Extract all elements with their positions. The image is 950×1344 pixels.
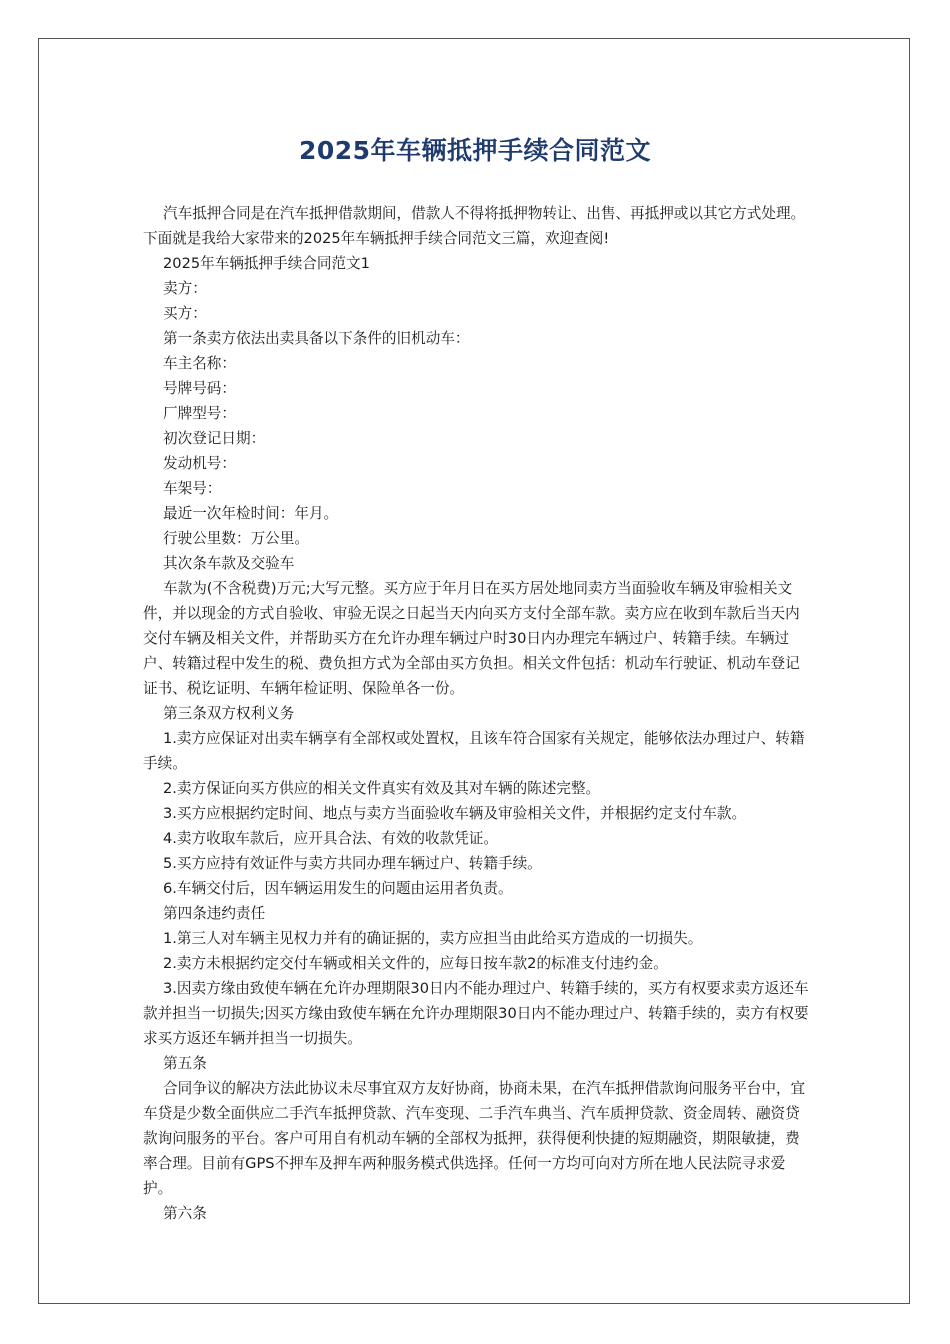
article-3-item: 6.车辆交付后，因车辆运用发生的问题由运用者负责。 [163,880,513,897]
article-6-heading: 第六条 [163,1205,207,1222]
article-3-item: 4.卖方收取车款后，应开具合法、有效的收款凭证。 [163,830,498,847]
article-2-body: 车款为(不含税费)万元;大写元整。买方应于年月日在买方居处地同卖方当面验收车辆及审验相关文件，并以现金的方式自验收、审验无误之日起当天内向买方支付全部车款。卖方应在收到车款后当天内交付车辆及相关文件，并帮助买方在允许办理车辆过户时30日内办理完车辆过户、转籍手续。车辆过户、转籍过程中发生的税、费负担方式为全部由买方负担。相关文件包括：机动车行驶证、机动车登记证书、税讫证明、车辆年检证明、保险单各一份。 [143,580,800,697]
article-4-item: 1.第三人对车辆主见权力并有的确证据的，卖方应担当由此给买方造成的一切损失。 [163,930,703,947]
document-body [143,201,809,1226]
intro-paragraph: 汽车抵押合同是在汽车抵押借款期间，借款人不得将抵押物转让、出售、再抵押或以其它方式处理。下面就是我给大家带来的2025年车辆抵押手续合同范文三篇，欢迎查阅! [143,205,806,247]
article-2-heading: 其次条车款及交验车 [163,555,295,572]
article-5-heading: 第五条 [163,1055,207,1072]
article-3-item: 3.买方应根据约定时间、地点与卖方当面验收车辆及审验相关文件，并根据约定支付车款。 [163,805,747,822]
article-3-item: 1.卖方应保证对出卖车辆享有全部权或处置权，且该车符合国家有关规定，能够依法办理过户、转籍手续。 [143,730,805,772]
article-4-heading: 第四条违约责任 [163,905,266,922]
field-brand-model: 厂牌型号： [163,405,236,422]
article-4-item: 2.卖方未根据约定交付车辆或相关文件的，应每日按车款2的标准支付违约金。 [163,955,668,972]
field-seller: 卖方： [163,280,207,297]
article-3-item: 5.买方应持有效证件与卖方共同办理车辆过户、转籍手续。 [163,855,542,872]
field-last-inspection: 最近一次年检时间：年月。 [163,505,339,522]
field-mileage: 行驶公里数：万公里。 [163,530,309,547]
field-first-registration: 初次登记日期： [163,430,266,447]
article-3-item: 2.卖方保证向买方供应的相关文件真实有效及其对车辆的陈述完整。 [163,780,601,797]
article-4-item: 3.因卖方缘由致使车辆在允许办理期限30日内不能办理过户、转籍手续的，买方有权要求卖方返还车款并担当一切损失;因买方缘由致使车辆在允许办理期限30日内不能办理过户、转籍手续的，卖方有权要求买方返还车辆并担当一切损失。 [143,980,809,1047]
document-title: 2025年车辆抵押手续合同范文 [298,136,652,165]
contract-heading: 2025年车辆抵押手续合同范文1 [163,255,370,272]
field-buyer: 买方： [163,305,207,322]
field-plate-number: 号牌号码： [163,380,236,397]
field-owner-name: 车主名称： [163,355,236,372]
article-5-body: 合同争议的解决方法此协议未尽事宜双方友好协商，协商未果，在汽车抵押借款询问服务平台中，宜车贷是少数全面供应二手汽车抵押贷款、汽车变现、二手汽车典当、汽车质押贷款、资金周转、融资贷款询问服务的平台。客户可用自有机动车辆的全部权为抵押，获得便利快捷的短期融资，期限敏捷，费率合理。目前有GPS不押车及押车两种服务模式供选择。任何一方均可向对方所在地人民法院寻求爱护。 [143,1080,806,1197]
article-1-heading: 第一条卖方依法出卖具备以下条件的旧机动车： [163,330,470,347]
article-3-heading: 第三条双方权利义务 [163,705,295,722]
field-engine-number: 发动机号： [163,455,236,472]
field-frame-number: 车架号： [163,480,222,497]
